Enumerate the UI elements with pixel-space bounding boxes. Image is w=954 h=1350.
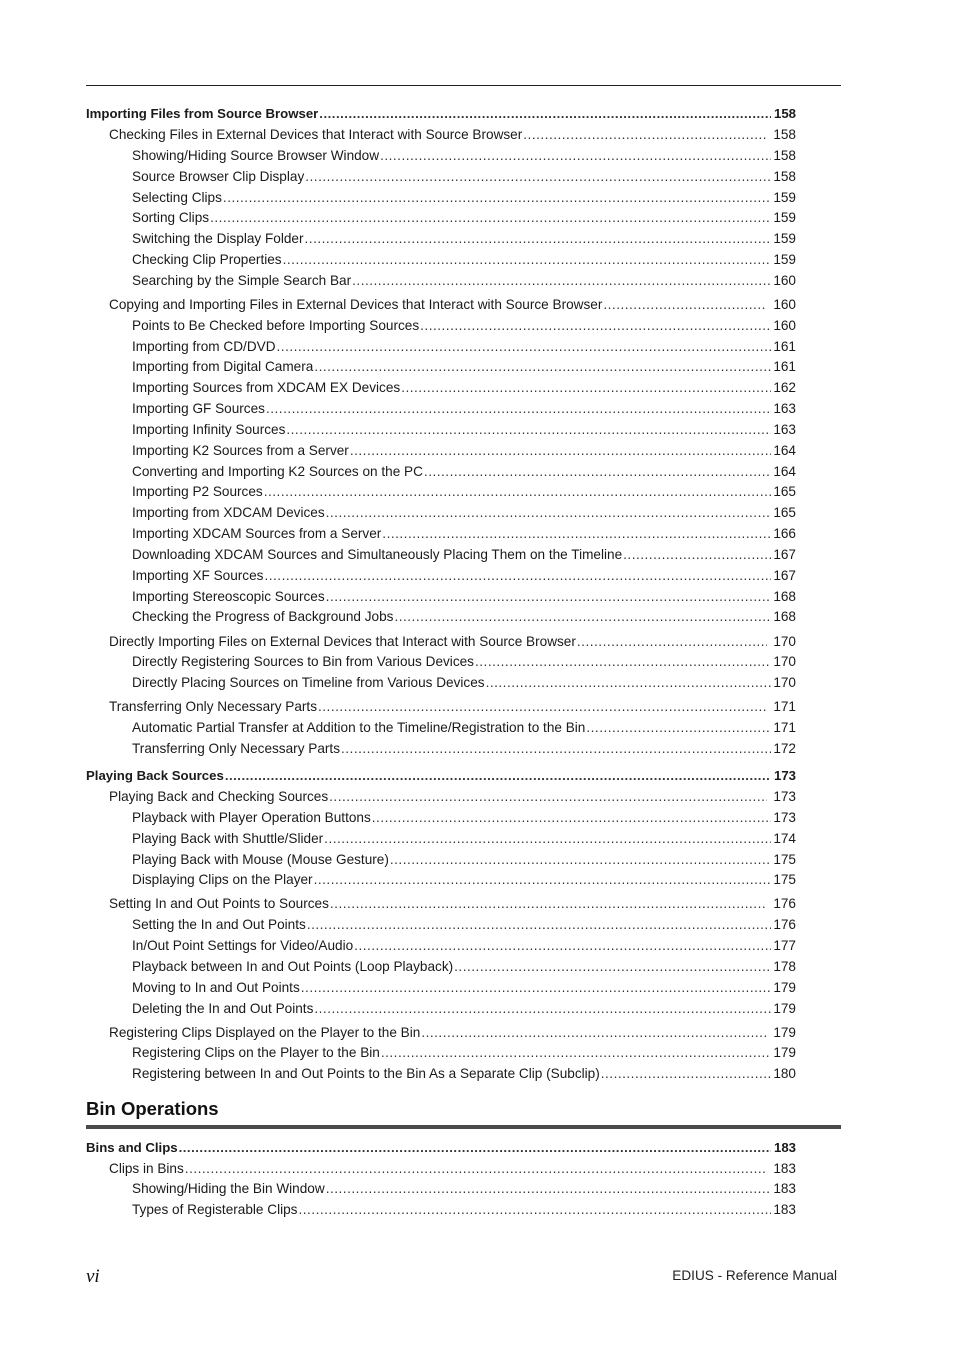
toc-entry-page: 158 <box>773 148 796 163</box>
dot-leader <box>283 250 771 270</box>
section-heading: Bin Operations <box>86 1098 219 1119</box>
toc-entry-title: Importing Files from Source Browser <box>86 106 319 121</box>
toc-subsection-entry[interactable] <box>86 399 796 419</box>
toc-entry-page: 159 <box>773 190 796 205</box>
dot-leader <box>277 337 771 357</box>
toc-subsection-entry[interactable] <box>86 441 796 461</box>
toc-entry-title: Moving to In and Out Points <box>132 980 300 995</box>
dot-leader <box>225 766 771 786</box>
toc-entry-page: 179 <box>773 1045 796 1060</box>
toc-entry-page: 171 <box>773 720 796 735</box>
dot-leader <box>301 978 771 998</box>
toc-entry-page: 163 <box>773 401 796 416</box>
toc-subsection-entry[interactable] <box>86 524 796 544</box>
toc-entry-title: Registering Clips Displayed on the Player to the Bin <box>109 1025 421 1040</box>
dot-leader <box>382 524 771 544</box>
toc-subsection-entry[interactable] <box>86 566 796 586</box>
toc-subsection-entry[interactable] <box>86 482 796 502</box>
toc-subsection-entry[interactable] <box>86 188 796 208</box>
toc-entry-title: Importing from CD/DVD <box>132 339 276 354</box>
toc-entry-page: 183 <box>773 1202 796 1217</box>
dot-leader <box>298 1200 771 1220</box>
toc-entry-title: Importing XDCAM Sources from a Server <box>132 526 382 541</box>
toc-entry-page: 173 <box>773 768 796 783</box>
toc-subsection-entry[interactable] <box>86 718 796 738</box>
dot-leader <box>210 208 771 228</box>
toc-entry-title: Checking Files in External Devices that Interact with Source Browser <box>109 127 523 142</box>
toc-subsection-entry[interactable] <box>86 739 796 759</box>
toc-entry-title: Checking Clip Properties <box>132 252 282 267</box>
toc-entry-page: 166 <box>773 526 796 541</box>
toc-entry-title: Showing/Hiding the Bin Window <box>132 1181 325 1196</box>
toc-subsection-entry[interactable] <box>86 607 796 627</box>
toc-entry-title: Switching the Display Folder <box>132 231 304 246</box>
toc-entry-page: 179 <box>773 1001 796 1016</box>
toc-subsection-entry[interactable] <box>86 208 796 228</box>
toc-entry-title: Converting and Importing K2 Sources on the PC <box>132 464 423 479</box>
toc-entry-page: 165 <box>773 505 796 520</box>
dot-leader <box>424 462 771 482</box>
toc-subsection-entry[interactable] <box>86 271 796 291</box>
toc-subsection-entry[interactable] <box>86 1043 796 1063</box>
toc-entry-title: Directly Placing Sources on Timeline from Various Devices <box>132 675 485 690</box>
toc-entry-page: 179 <box>773 1025 796 1040</box>
toc-entry-title: Importing from Digital Camera <box>132 359 314 374</box>
toc-entry-page: 175 <box>773 872 796 887</box>
dot-leader <box>326 1179 771 1199</box>
dot-leader <box>341 739 771 759</box>
dot-leader <box>354 936 771 956</box>
toc-entry-page: 170 <box>773 634 796 649</box>
dot-leader <box>390 850 771 870</box>
dot-leader <box>266 399 771 419</box>
toc-subsection-entry[interactable] <box>86 870 796 890</box>
toc-entry-title: Displaying Clips on the Player <box>132 872 313 887</box>
toc-entry-page: 180 <box>773 1066 796 1081</box>
dot-leader <box>401 378 771 398</box>
toc-section-entry[interactable] <box>86 295 796 315</box>
dot-leader <box>352 271 771 291</box>
toc-subsection-entry[interactable] <box>86 250 796 270</box>
toc-entry-title: Importing Sources from XDCAM EX Devices <box>132 380 401 395</box>
toc-entry-title: Clips in Bins <box>109 1161 184 1176</box>
toc-subsection-entry[interactable] <box>86 420 796 440</box>
dot-leader <box>381 1043 771 1063</box>
toc-entry-title: Playback with Player Operation Buttons <box>132 810 371 825</box>
dot-leader <box>179 1138 771 1158</box>
dot-leader <box>319 104 771 124</box>
toc-entry-title: Playing Back Sources <box>86 768 224 783</box>
toc-entry-title: Registering Clips on the Player to the Bin <box>132 1045 380 1060</box>
toc-subsection-entry[interactable] <box>86 545 796 565</box>
toc-entry-title: Directly Importing Files on External Devices that Interact with Source Browser <box>109 634 576 649</box>
toc-entry-title: Importing K2 Sources from a Server <box>132 443 349 458</box>
toc-subsection-entry[interactable] <box>86 503 796 523</box>
toc-subsection-entry[interactable] <box>86 850 796 870</box>
toc-entry-page: 170 <box>773 654 796 669</box>
toc-entry-page: 176 <box>773 917 796 932</box>
toc-subsection-entry[interactable] <box>86 808 796 828</box>
section-rule <box>86 1125 841 1129</box>
toc-subsection-entry[interactable] <box>86 229 796 249</box>
toc-entry-title: Showing/Hiding Source Browser Window <box>132 148 380 163</box>
toc-entry-title: Importing Stereoscopic Sources <box>132 589 325 604</box>
toc-entry-title: Bins and Clips <box>86 1140 178 1155</box>
toc-entry-title: Copying and Importing Files in External Devices that Interact with Source Browser <box>109 297 603 312</box>
dot-leader <box>623 545 771 565</box>
toc-entry-page: 158 <box>773 127 796 142</box>
dot-leader <box>372 808 771 828</box>
toc-entry-page: 161 <box>773 359 796 374</box>
toc-entry-title: Source Browser Clip Display <box>132 169 305 184</box>
toc-chapter-entry[interactable] <box>86 104 796 124</box>
toc-entry-title: Playback between In and Out Points (Loop Playback) <box>132 959 454 974</box>
toc-entry-page: 167 <box>773 547 796 562</box>
toc-entry-page: 165 <box>773 484 796 499</box>
toc-entry-page: 158 <box>773 169 796 184</box>
toc-entry-page: 162 <box>773 380 796 395</box>
toc-entry-title: Setting In and Out Points to Sources <box>109 896 329 911</box>
toc-subsection-entry[interactable] <box>86 978 796 998</box>
dot-leader <box>350 441 771 461</box>
toc-entry-title: Directly Registering Sources to Bin from Various Devices <box>132 654 474 669</box>
toc-subsection-entry[interactable] <box>86 936 796 956</box>
toc-entry-page: 161 <box>773 339 796 354</box>
toc-entry-title: Types of Registerable Clips <box>132 1202 298 1217</box>
toc-entry-page: 160 <box>773 273 796 288</box>
dot-leader <box>603 295 767 315</box>
toc-entry-page: 170 <box>773 675 796 690</box>
toc-entry-page: 173 <box>773 789 796 804</box>
toc-entry-title: Automatic Partial Transfer at Addition to the Timeline/Registration to the Bin <box>132 720 586 735</box>
header-rule <box>86 85 841 86</box>
dot-leader <box>394 607 771 627</box>
dot-leader <box>454 957 771 977</box>
toc-entry-title: In/Out Point Settings for Video/Audio <box>132 938 354 953</box>
toc-chapter-entry[interactable] <box>86 1138 796 1158</box>
toc-subsection-entry[interactable] <box>86 999 796 1019</box>
toc-subsection-entry[interactable] <box>86 915 796 935</box>
toc-entry-title: Importing GF Sources <box>132 401 265 416</box>
dot-leader <box>314 870 771 890</box>
toc-entry-page: 168 <box>773 589 796 604</box>
toc-entry-title: Setting the In and Out Points <box>132 917 306 932</box>
dot-leader <box>486 673 771 693</box>
dot-leader <box>305 229 771 249</box>
footer-manual-title: EDIUS - Reference Manual <box>672 1268 837 1283</box>
toc-entry-page: 159 <box>773 231 796 246</box>
dot-leader <box>286 420 771 440</box>
toc-entry-page: 168 <box>773 609 796 624</box>
dot-leader <box>223 188 771 208</box>
toc-entry-title: Importing from XDCAM Devices <box>132 505 325 520</box>
toc-entry-page: 183 <box>773 1161 796 1176</box>
toc-entry-page: 158 <box>773 106 796 121</box>
toc-chapter-entry[interactable] <box>86 766 796 786</box>
toc-entry-page: 164 <box>773 443 796 458</box>
toc-subsection-entry[interactable] <box>86 316 796 336</box>
toc-subsection-entry[interactable] <box>86 957 796 977</box>
toc-subsection-entry[interactable] <box>86 337 796 357</box>
toc-entry-page: 159 <box>773 252 796 267</box>
dot-leader <box>380 146 771 166</box>
toc-section-entry[interactable] <box>86 125 796 145</box>
dot-leader <box>264 566 771 586</box>
toc-subsection-entry[interactable] <box>86 673 796 693</box>
toc-entry-page: 167 <box>773 568 796 583</box>
toc-section-entry[interactable] <box>86 787 796 807</box>
toc-entry-title: Points to Be Checked before Importing Sources <box>132 318 420 333</box>
toc-entry-title: Transferring Only Necessary Parts <box>132 741 340 756</box>
toc-entry-page: 179 <box>773 980 796 995</box>
dot-leader <box>523 125 767 145</box>
toc-subsection-entry[interactable] <box>86 829 796 849</box>
toc-subsection-entry[interactable] <box>86 652 796 672</box>
toc-entry-title: Registering between In and Out Points to the Bin As a Separate Clip (Subclip) <box>132 1066 600 1081</box>
toc-subsection-entry[interactable] <box>86 1064 796 1084</box>
dot-leader <box>324 829 771 849</box>
dot-leader <box>330 894 767 914</box>
toc-subsection-entry[interactable] <box>86 146 796 166</box>
toc-entry-title: Importing XF Sources <box>132 568 264 583</box>
toc-entry-page: 175 <box>773 852 796 867</box>
dot-leader <box>314 357 771 377</box>
dot-leader <box>420 316 771 336</box>
toc-section-entry[interactable] <box>86 1023 796 1043</box>
toc-entry-page: 177 <box>773 938 796 953</box>
dot-leader <box>185 1159 767 1179</box>
toc-entry-page: 172 <box>773 741 796 756</box>
toc-entry-title: Sorting Clips <box>132 210 210 225</box>
toc-entry-title: Checking the Progress of Background Jobs <box>132 609 394 624</box>
dot-leader <box>586 718 771 738</box>
toc-entry-page: 174 <box>773 831 796 846</box>
dot-leader <box>601 1064 771 1084</box>
footer-page-number: vi <box>86 1266 100 1287</box>
toc-entry-title: Searching by the Simple Search Bar <box>132 273 352 288</box>
toc-entry-title: Playing Back and Checking Sources <box>109 789 329 804</box>
dot-leader <box>475 652 771 672</box>
toc-subsection-entry[interactable] <box>86 167 796 187</box>
toc-section-entry[interactable] <box>86 894 796 914</box>
toc-entry-title: Deleting the In and Out Points <box>132 1001 314 1016</box>
dot-leader <box>307 915 771 935</box>
toc-entry-title: Importing P2 Sources <box>132 484 263 499</box>
dot-leader <box>305 167 771 187</box>
dot-leader <box>326 503 771 523</box>
toc-entry-page: 160 <box>773 318 796 333</box>
toc-section-entry[interactable] <box>86 697 796 717</box>
dot-leader <box>314 999 771 1019</box>
toc-section-entry[interactable] <box>86 632 796 652</box>
toc-entry-page: 178 <box>773 959 796 974</box>
dot-leader <box>421 1023 767 1043</box>
toc-subsection-entry[interactable] <box>86 1200 796 1220</box>
toc-entry-title: Playing Back with Mouse (Mouse Gesture) <box>132 852 389 867</box>
toc-entry-title: Importing Infinity Sources <box>132 422 286 437</box>
dot-leader <box>577 632 767 652</box>
toc-entry-page: 176 <box>773 896 796 911</box>
toc-entry-page: 163 <box>773 422 796 437</box>
toc-entry-page: 160 <box>773 297 796 312</box>
toc-subsection-entry[interactable] <box>86 587 796 607</box>
toc-entry-page: 164 <box>773 464 796 479</box>
toc-subsection-entry[interactable] <box>86 378 796 398</box>
toc-entry-page: 183 <box>773 1181 796 1196</box>
toc-subsection-entry[interactable] <box>86 1179 796 1199</box>
dot-leader <box>318 697 767 717</box>
dot-leader <box>329 787 767 807</box>
toc-subsection-entry[interactable] <box>86 357 796 377</box>
toc-entry-page: 173 <box>773 810 796 825</box>
toc-entry-title: Downloading XDCAM Sources and Simultaneously Placing Them on the Timeline <box>132 547 623 562</box>
toc-entry-title: Transferring Only Necessary Parts <box>109 699 317 714</box>
toc-section-entry[interactable] <box>86 1159 796 1179</box>
toc-entry-page: 159 <box>773 210 796 225</box>
toc-subsection-entry[interactable] <box>86 462 796 482</box>
toc-entry-page: 183 <box>773 1140 796 1155</box>
toc-entry-title: Playing Back with Shuttle/Slider <box>132 831 324 846</box>
toc-entry-page: 171 <box>773 699 796 714</box>
dot-leader <box>326 587 771 607</box>
dot-leader <box>264 482 771 502</box>
toc-entry-title: Selecting Clips <box>132 190 222 205</box>
